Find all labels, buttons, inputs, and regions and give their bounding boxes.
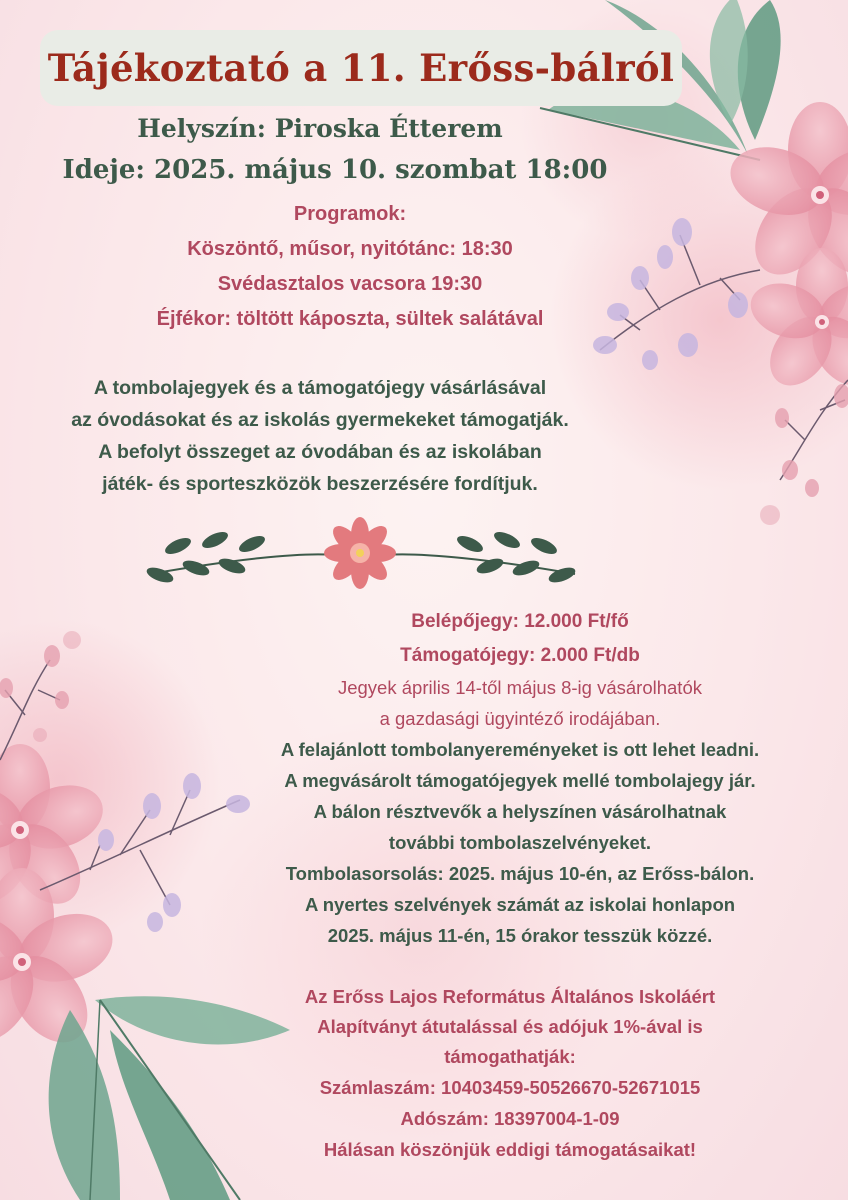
ticket-info-line: A nyertes szelvények számát az iskolai honlapon xyxy=(304,894,736,915)
ticket-info-line: A megvásárolt támogatójegyek mellé tombolajegy jár. xyxy=(284,770,756,791)
event-location: Helyszín: Piroska Étterem xyxy=(137,114,503,143)
foundation-line: Alapítványt átutalással és adójuk 1%-ával is xyxy=(317,1016,703,1037)
ticket-info-line: további tombolaszelvényeket. xyxy=(388,832,652,853)
entry-ticket-price: Belépőjegy: 12.000 Ft/fő xyxy=(411,611,629,632)
account-number: Számlaszám: 10403459-50526670-52671015 xyxy=(319,1077,701,1098)
ticket-info-line: 2025. május 11-én, 15 órakor tesszük közzé. xyxy=(327,925,713,946)
program-item: Éjfékor: töltött káposzta, sültek salátával xyxy=(156,308,544,330)
programs-heading: Programok: xyxy=(293,203,407,225)
ticket-info-line: A bálon résztvevők a helyszínen vásárolhatnak xyxy=(313,801,727,822)
support-paragraph xyxy=(0,372,640,500)
ticket-info-line: Jegyek április 14-től május 8-ig vásárolhatók xyxy=(337,677,702,698)
event-date: Ideje: 2025. május 10. szombat 18:00 xyxy=(62,155,608,185)
program-item: Svédasztalos vacsora 19:30 xyxy=(217,273,483,295)
foundation-line: Az Erőss Lajos Református Általános Iskoláért xyxy=(304,986,716,1007)
ticket-info-line: a gazdasági ügyintéző irodájában. xyxy=(379,708,661,729)
program-item: Köszöntő, műsor, nyitótánc: 18:30 xyxy=(187,238,513,260)
support-ticket-price: Támogatójegy: 2.000 Ft/db xyxy=(400,645,640,666)
page-title: Tájékoztató a 11. Erőss-bálról xyxy=(47,46,675,90)
support-line: játék- és sporteszközök beszerzésére fordítjuk. xyxy=(102,473,538,495)
ticket-info-line: Tombolasorsolás: 2025. május 10-én, az Erőss-bálon. xyxy=(285,863,755,884)
support-line: az óvodásokat és az iskolás gyermekeket támogatják. xyxy=(71,409,569,431)
foundation-line: támogathatják: xyxy=(444,1046,576,1067)
title-banner xyxy=(40,30,682,106)
divider-ornament xyxy=(145,517,577,589)
support-line: A tombolajegyek és a támogatójegy vásárlásával xyxy=(93,377,547,399)
support-line: A befolyt összeget az óvodában és az iskolában xyxy=(98,441,542,463)
thank-you-line: Hálásan köszönjük eddigi támogatásaikat! xyxy=(323,1139,697,1160)
tax-number: Adószám: 18397004-1-09 xyxy=(400,1108,620,1129)
ticket-info-line: A felajánlott tombolanyereményeket is ott lehet leadni. xyxy=(280,739,760,760)
